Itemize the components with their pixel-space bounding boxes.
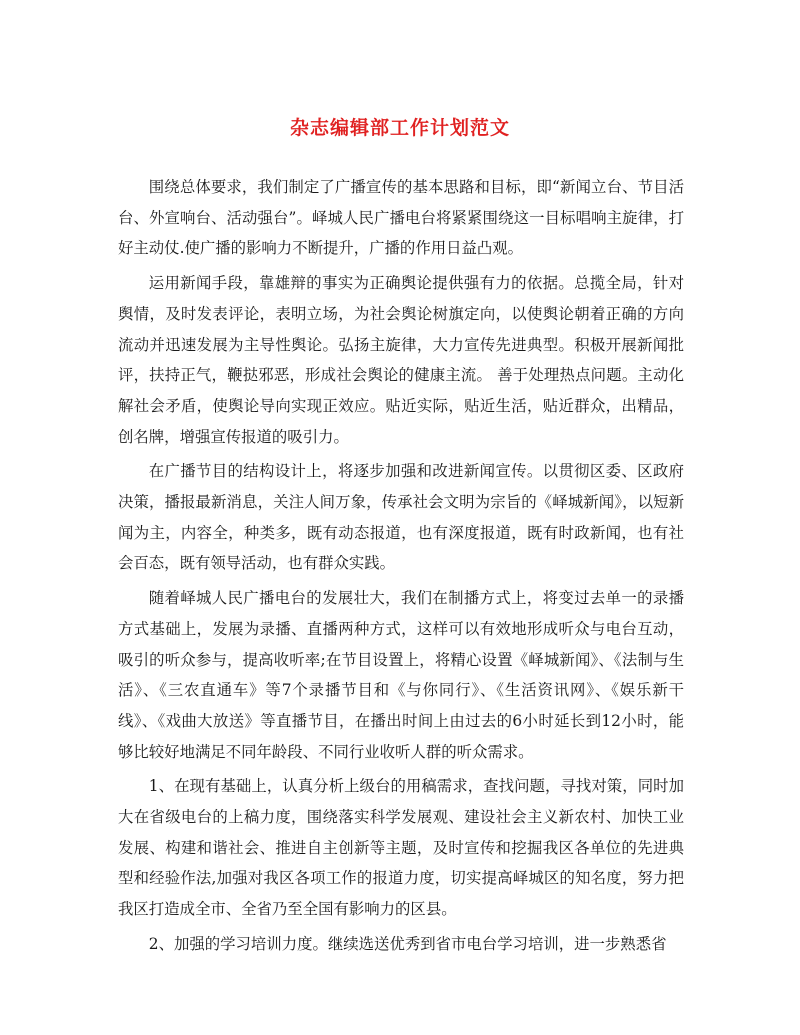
paragraph-6: 2、加强的学习培训力度。继续选送优秀到省市电台学习培训，进一步熟悉省 xyxy=(148,934,667,953)
paragraph-1: 围绕总体要求，我们制定了广播宣传的基本思路和目标，即“新闻立台、节目活台、外宣响台、活动强台”。峄城人民广播电台将紧紧围绕这一目标唱响主旋律，打好主动仗.使广播的影响力不断提升，广播的作用日益凸观。 xyxy=(118,178,684,258)
document-title: 杂志编辑部工作计划范文 xyxy=(289,117,510,139)
paragraph-5: 1、在现有基础上，认真分析上级台的用稿需求，查找问题，寻找对策，同时加大在省级电台的上稿力度，围绕落实科学发展观、建设社会主义新农村、加快工业发展、构建和谐社会、推进自主创新等主题，及时宣传和挖掘我区各单位的先进典型和经验作法,加强对我区各项工作的报道力度，切实提高峄城区的知名度，努力把我区打造成全市、全省乃至全国有影响力的区县。 xyxy=(118,777,684,919)
paragraph-2: 运用新闻手段，靠雄辩的事实为正确舆论提供强有力的依据。总揽全局，针对舆情，及时发表评论，表明立场，为社会舆论树旗定向，以使舆论朝着正确的方向流动并迅速发展为主导性舆论。弘扬主旋律，大力宣传先进典型。积极开展新闻批评，扶持正气，鞭挞邪恶，形成社会舆论的健康主流。 善于处理热点问题。主动化解社会矛盾，使舆论导向实现正效应。贴近实际，贴近生活，贴近群众，出精品，创名牌，增强宣传报道的吸引力。 xyxy=(118,274,684,446)
document-body xyxy=(118,172,684,964)
paragraph-3: 在广播节目的结构设计上，将逐步加强和改进新闻宣传。以贯彻区委、区政府决策，播报最新消息，关注人间万象，传承社会文明为宗旨的《峄城新闻》，以短新闻为主，内容全，种类多，既有动态报道，也有深度报道，既有时政新闻，也有社会百态，既有领导活动，也有群众实践。 xyxy=(118,462,684,573)
paragraph-4: 随着峄城人民广播电台的发展壮大，我们在制播方式上，将变过去单一的录播方式基础上，发展为录播、直播两种方式，这样可以有效地形成听众与电台互动，吸引的听众参与，提高收听率;在节目设置上，将精心设置《峄城新闻》、《法制与生活》、《三农直通车》等7个录播节目和《与你同行》、《生活资讯网》、《娱乐新干线》、《戏曲大放送》等直播节目，在播出时间上由过去的6小时延长到12小时，能够比较好地满足不同年龄段、不同行业收听人群的听众需求。 xyxy=(118,589,684,761)
